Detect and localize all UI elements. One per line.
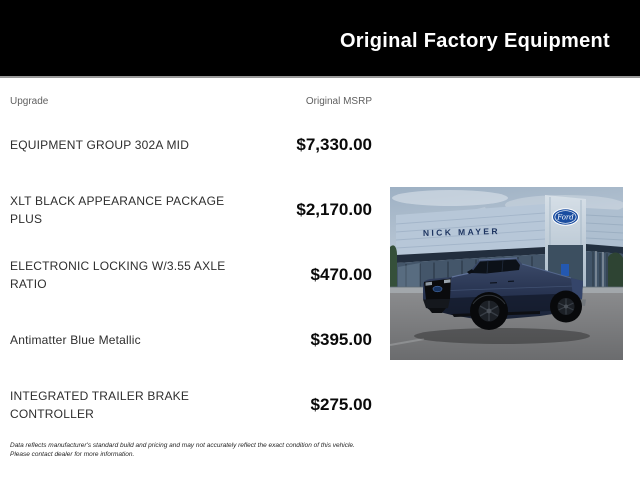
- column-header-upgrade: Upgrade: [10, 96, 49, 107]
- tree-left: [390, 245, 397, 287]
- option-price: $275.00: [310, 394, 372, 414]
- option-label: ELECTRONIC LOCKING W/3.55 AXLE RATIO: [10, 258, 226, 291]
- table-row: [10, 177, 372, 242]
- disclaimer: [10, 441, 400, 459]
- tree-right: [608, 253, 623, 287]
- option-price: $2,170.00: [296, 199, 372, 219]
- grille-ford-oval: [433, 286, 442, 292]
- dealership-scene: [390, 187, 623, 360]
- page-title: Original Factory Equipment: [339, 30, 610, 52]
- option-label: EQUIPMENT GROUP 302A MID: [10, 137, 190, 152]
- truck-wheel-rear: [550, 291, 582, 323]
- option-label: Antimatter Blue Metallic: [10, 332, 141, 347]
- options-table: [10, 96, 372, 437]
- table-row: [10, 112, 372, 177]
- header-bar: [0, 0, 640, 78]
- dealership-sign: NICK MAYER: [422, 225, 501, 238]
- table-header-row: [10, 96, 372, 110]
- truck-wheel-front: [470, 292, 508, 330]
- table-row: [10, 307, 372, 372]
- option-label: XLT BLACK APPEARANCE PACKAGE PLUS: [10, 193, 225, 226]
- column-header-msrp: Original MSRP: [305, 96, 372, 107]
- window-poster: [561, 264, 569, 276]
- option-label: INTEGRATED TRAILER BRAKE CONTROLLER: [10, 388, 190, 421]
- disclaimer-line-2: Please contact dealer for more information.: [10, 451, 135, 458]
- ford-oval-logo: [553, 209, 579, 225]
- vehicle-photo: [390, 187, 623, 360]
- disclaimer-line-1: Data reflects manufacturer's standard build and pricing and may not accurately reflect the exact condition of this vehicle.: [10, 442, 355, 449]
- option-price: $7,330.00: [296, 134, 372, 154]
- option-price: $470.00: [310, 264, 372, 284]
- table-row: [10, 372, 372, 437]
- options-rows: [10, 112, 372, 437]
- truck-shadow: [414, 328, 590, 344]
- ford-logo-text: Ford: [557, 213, 574, 222]
- table-row: [10, 242, 372, 307]
- option-price: $395.00: [310, 329, 372, 349]
